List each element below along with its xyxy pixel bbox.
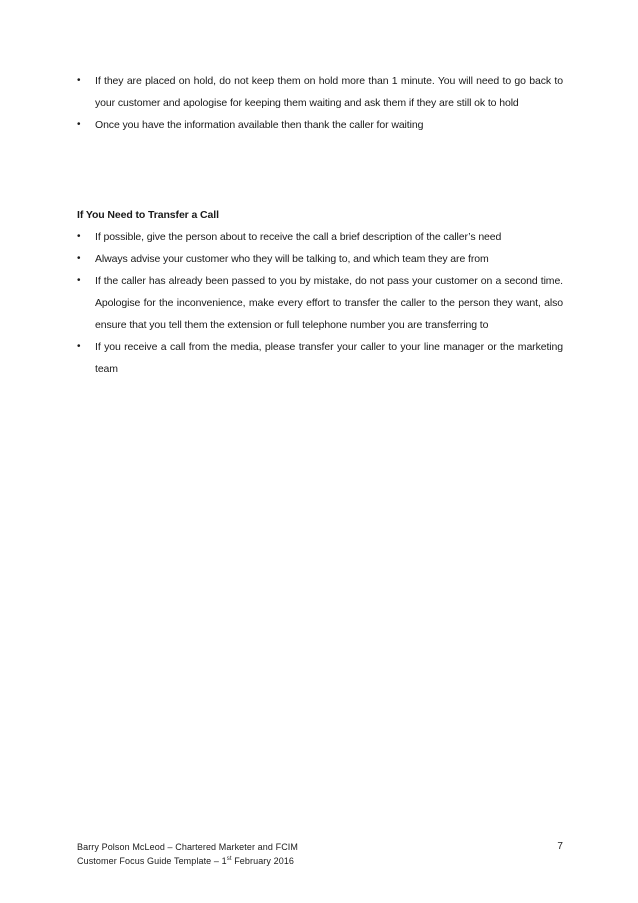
list-item (77, 270, 563, 336)
footer-author: Barry Polson McLeod – Chartered Marketer and FCIM (77, 842, 298, 852)
footer-template-date: February 2016 (231, 856, 295, 866)
list-item (77, 70, 563, 114)
bullet-list-hold (77, 70, 563, 136)
footer-ordinal-suffix: st (226, 856, 232, 862)
list-item (77, 248, 563, 270)
list-item (77, 226, 563, 248)
list-item-text: Always advise your customer who they will be talking to, and which team they are from (95, 253, 489, 265)
page-number: 7 (557, 841, 563, 852)
section-heading: If You Need to Transfer a Call (77, 209, 219, 221)
list-item-text: If possible, give the person about to receive the call a brief description of the caller’s need (95, 231, 502, 243)
bullet-icon: • (77, 275, 81, 286)
page-footer (77, 840, 563, 868)
list-item-text: If the caller has already been passed to you by mistake, do not pass your customer on a second time. Apologise for the inconvenience, make every effort to transfer the caller to the person they want, also ensure that you tell them the extension or full telephone number you are transferring to (95, 275, 563, 331)
bullet-list-transfer (77, 226, 563, 380)
bullet-icon: • (77, 231, 81, 242)
list-item-text: If they are placed on hold, do not keep them on hold more than 1 minute. You will need to go back to your customer and apologise for keeping them waiting and ask them if they are still ok to hold (95, 75, 563, 109)
footer-template-prefix: Customer Focus Guide Template – 1 (77, 856, 227, 866)
bullet-icon: • (77, 119, 81, 130)
list-item-text: Once you have the information available then thank the caller for waiting (95, 119, 424, 131)
list-item (77, 114, 563, 136)
bullet-icon: • (77, 341, 81, 352)
bullet-icon: • (77, 253, 81, 264)
bullet-icon: • (77, 75, 81, 86)
list-item-text: If you receive a call from the media, please transfer your caller to your line manager or the marketing team (95, 341, 563, 375)
footer-template-line (77, 854, 563, 868)
list-item (77, 336, 563, 380)
